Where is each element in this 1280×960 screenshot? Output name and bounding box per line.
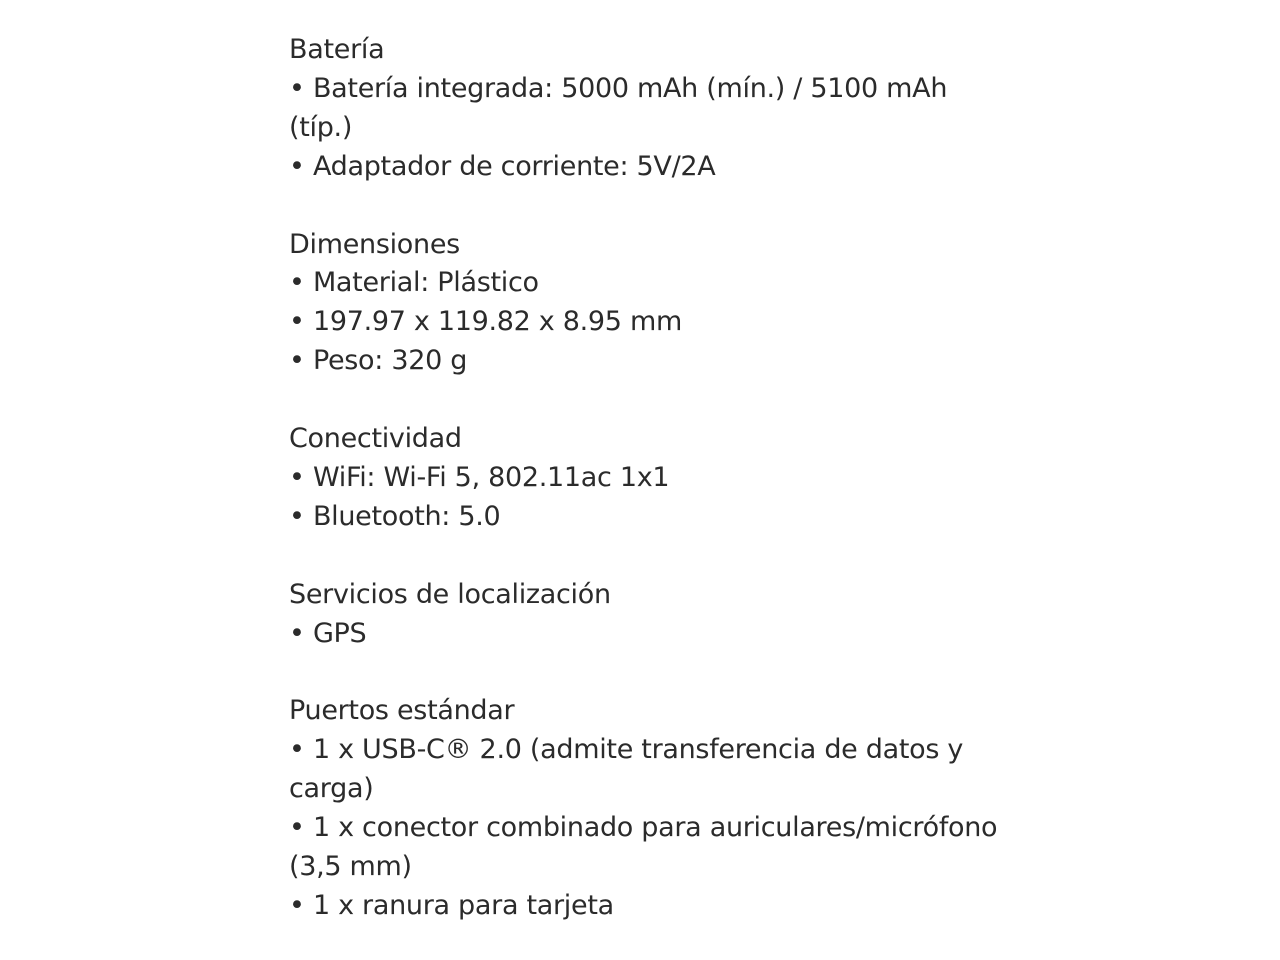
section-title: Servicios de localización xyxy=(289,578,611,610)
spec-item xyxy=(289,731,1009,809)
spec-item-text: 1 x conector combinado para auriculares/micrófono (3,5 mm) xyxy=(289,812,998,882)
spec-item-text: 1 x ranura para tarjeta xyxy=(312,889,614,921)
bullet-icon: • xyxy=(289,150,305,182)
section-title: Dimensiones xyxy=(289,228,460,260)
spec-item xyxy=(289,459,1009,498)
spec-item-text: Bluetooth: 5.0 xyxy=(312,500,501,532)
bullet-icon: • xyxy=(289,345,305,377)
section-dimensiones xyxy=(289,226,1009,382)
spec-item xyxy=(289,498,1009,537)
bullet-icon: • xyxy=(289,72,305,104)
spec-item-text: 197.97 x 119.82 x 8.95 mm xyxy=(312,306,682,338)
spec-item-text: Batería integrada: 5000 mAh (mín.) / 5100 mAh (típ.) xyxy=(289,72,948,143)
bullet-icon: • xyxy=(289,306,305,338)
spec-item-text: WiFi: Wi-Fi 5, 802.11ac 1x1 xyxy=(312,461,670,493)
spec-item xyxy=(289,342,1009,381)
spec-document xyxy=(289,31,1009,926)
section-localizacion xyxy=(289,576,1009,654)
bullet-icon: • xyxy=(289,500,305,532)
section-title: Puertos estándar xyxy=(289,695,515,727)
spec-item xyxy=(289,615,1009,654)
section-bateria xyxy=(289,31,1009,187)
spec-item-text: Material: Plástico xyxy=(312,267,539,299)
bullet-icon: • xyxy=(289,461,305,493)
spec-item xyxy=(289,70,1009,148)
spec-item-text: Adaptador de corriente: 5V/2A xyxy=(312,150,716,182)
section-conectividad xyxy=(289,420,1009,537)
spec-item xyxy=(289,148,1009,187)
bullet-icon: • xyxy=(289,617,305,649)
bullet-icon: • xyxy=(289,812,305,844)
bullet-icon: • xyxy=(289,734,305,766)
spec-item xyxy=(289,303,1009,342)
bullet-icon: • xyxy=(289,889,305,921)
section-title: Batería xyxy=(289,34,385,65)
spec-item xyxy=(289,264,1009,303)
section-puertos xyxy=(289,692,1009,925)
spec-item-text: 1 x USB-C® 2.0 (admite transferencia de datos y carga) xyxy=(289,734,964,805)
spec-item xyxy=(289,809,1009,887)
spec-item-text: Peso: 320 g xyxy=(312,345,468,377)
spec-item xyxy=(289,887,1009,926)
section-title: Conectividad xyxy=(289,423,462,455)
bullet-icon: • xyxy=(289,267,305,299)
spec-item-text: GPS xyxy=(312,617,367,649)
